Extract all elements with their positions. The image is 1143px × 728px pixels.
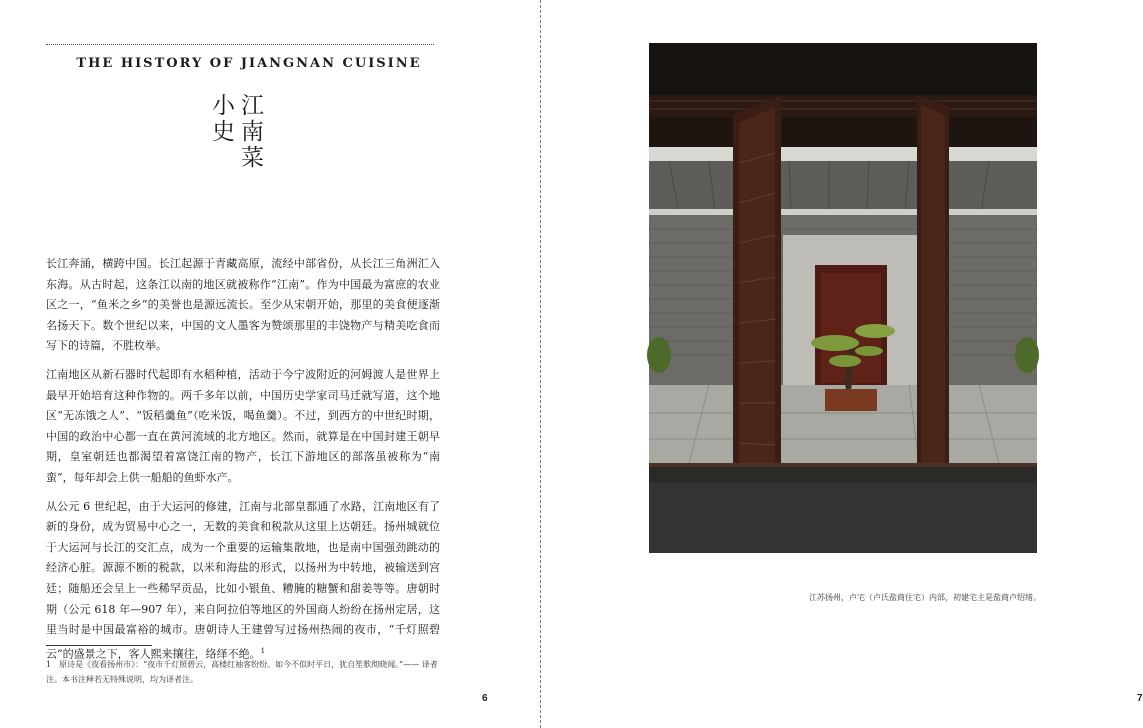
title-char: 小 <box>212 93 235 119</box>
page-number-left: 6 <box>482 693 488 704</box>
paragraph-text: 江南地区从新石器时代起即有水稻种植，活动于今宁波附近的河姆渡人是世界上最早开始培育这种作物的。两千多年以前，中国历史学家司马迁就写道，这个地区“无冻饿之人”、“饭稻羹鱼”（吃米饭，喝鱼羹）。不过，到西方的中世纪时期，中国的政治中心都一直在黄河流域的北方地区。然而，就算是在中国封建王朝早期，皇室朝廷也都渴望着富饶江南的物产，长江下游地区的部落虽被称为“南蛮”，每年却会上供一船船的鱼虾水产。 <box>46 367 440 484</box>
title-char: 史 <box>212 119 235 145</box>
running-title: THE HISTORY OF JIANGNAN CUISINE <box>76 56 422 71</box>
title-char: 菜 <box>241 145 264 171</box>
chinese-title <box>212 93 264 181</box>
page-number-right: 7 <box>1137 693 1143 704</box>
courtyard-photo <box>649 43 1037 553</box>
paragraph <box>46 497 440 665</box>
footnote-rule <box>46 645 152 646</box>
paragraph <box>46 254 440 357</box>
dotted-rule <box>46 44 434 45</box>
footnote: 1 原诗是《夜看扬州市》：“夜市千灯照碧云，高楼红袖客纷纷。如今不似时平日，犹自笙歌彻晓闻。”—— 译者注。本书注释若无特殊说明，均为译者注。 <box>46 660 438 684</box>
chinese-title-column-2 <box>212 93 235 181</box>
title-char: 南 <box>241 119 264 145</box>
right-page <box>541 0 1143 728</box>
paragraph <box>46 365 440 489</box>
footnote-marker[interactable]: 1 <box>260 646 266 655</box>
chinese-title-column-1 <box>241 93 264 181</box>
photo-caption: 江苏扬州，卢宅（卢氏盐商住宅）内部，初建宅主是盐商卢绍绪。 <box>809 593 1041 602</box>
body-text <box>46 254 440 673</box>
paragraph-text: 从公元 6 世纪起，由于大运河的修建，江南与北部皇都通了水路，江南地区有了新的身份，成为贸易中心之一，无数的美食和税款从这里上达朝廷。扬州城就位于大运河与长江的交汇点，成为一个重要的运输集散地，也是南中国强劲跳动的经济心脏。源源不断的税款，以米和海盐的形式，以扬州为中转地，被输送到宫廷；随船还会呈上一些稀罕贡品，比如小银鱼、糟腌的糖蟹和甜姜等等。唐朝时期（公元 618 年—907 年），来自阿拉伯等地区的外国商人纷纷在扬州定居，这里当时是中国最富裕的城市。唐朝诗人王建曾写过扬州热闹的夜市，“千灯照碧云”的盛景之下，客人熙来攘往，络绎不绝。 <box>46 499 440 661</box>
title-char: 江 <box>241 93 264 119</box>
paragraph-text: 长江奔涌，横跨中国。长江起源于青藏高原，流经中部省份，从长江三角洲汇入东海。从古时起，这条江以南的地区就被称作“江南”。作为中国最为富庶的农业区之一，“鱼米之乡”的美誉也是源远流长。至少从宋朝开始，那里的美食便逐渐名扬天下。数个世纪以来，中国的文人墨客为赞颂那里的丰饶物产与精美吃食而写下的诗篇，不胜枚举。 <box>46 257 440 353</box>
left-page <box>0 0 540 728</box>
courtyard-photo-illustration <box>649 43 1037 553</box>
